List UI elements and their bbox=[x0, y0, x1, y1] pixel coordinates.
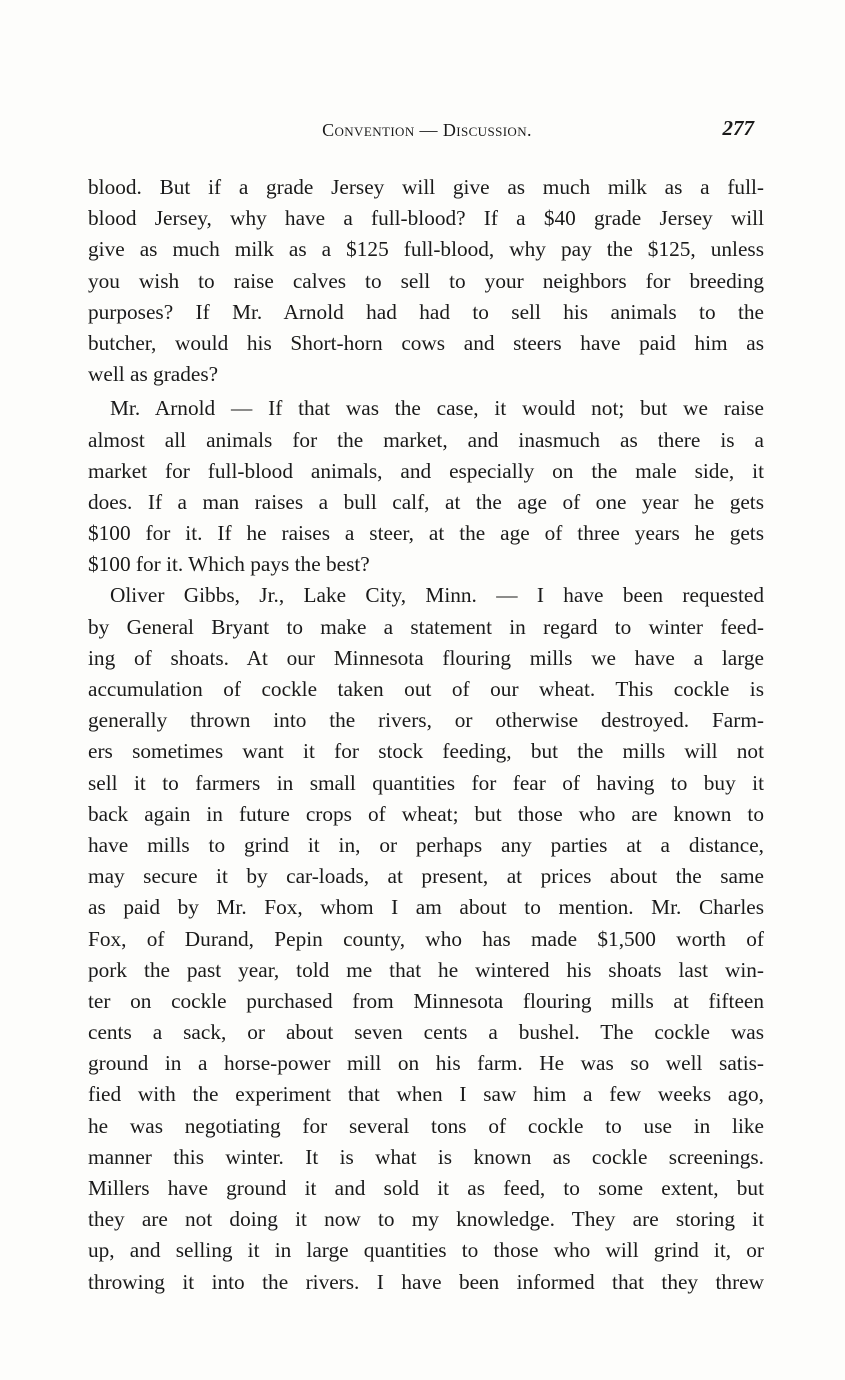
text-line: does. If a man raises a bull calf, at the age of one year he gets bbox=[88, 489, 764, 514]
text-line: blood Jersey, why have a full-blood? If a $40 grade Jersey will bbox=[88, 206, 764, 231]
text-line: give as much milk as a $125 full-blood, why pay the $125, unless bbox=[88, 237, 764, 262]
text-line: up, and selling it in large quantities to those who will grind it, or bbox=[88, 1238, 764, 1263]
text-line: they are not doing it now to my knowledge. They are storing it bbox=[88, 1207, 764, 1232]
paragraph bbox=[88, 580, 764, 1297]
body-text bbox=[88, 172, 764, 1298]
text-line: manner this winter. It is what is known as cockle screenings. bbox=[88, 1144, 764, 1169]
text-line: Fox, of Durand, Pepin county, who has made $1,500 worth of bbox=[88, 926, 764, 951]
paragraph bbox=[88, 172, 764, 390]
text-line: almost all animals for the market, and inasmuch as there is a bbox=[88, 427, 764, 452]
running-head-title: Convention — Discussion. bbox=[322, 120, 532, 140]
text-line: Mr. Arnold — If that was the case, it would not; but we raise bbox=[110, 396, 764, 421]
text-line: as paid by Mr. Fox, whom I am about to mention. Mr. Charles bbox=[88, 895, 764, 920]
text-line: ers sometimes want it for stock feeding, but the mills will not bbox=[88, 739, 764, 764]
text-line: $100 for it. Which pays the best? bbox=[88, 552, 370, 577]
text-line: market for full-blood animals, and especially on the male side, it bbox=[88, 458, 764, 483]
running-head bbox=[92, 116, 762, 146]
text-line: butcher, would his Short-horn cows and steers have paid him as bbox=[88, 330, 764, 355]
text-line: he was negotiating for several tons of cockle to use in like bbox=[88, 1113, 764, 1138]
text-line: ing of shoats. At our Minnesota flouring mills we have a large bbox=[88, 645, 764, 670]
text-line: generally thrown into the rivers, or otherwise destroyed. Farm- bbox=[88, 708, 764, 733]
text-line: blood. But if a grade Jersey will give as much milk as a full- bbox=[88, 175, 764, 199]
text-line: throwing it into the rivers. I have been informed that they threw bbox=[88, 1269, 764, 1294]
text-line: pork the past year, told me that he wintered his shoats last win- bbox=[88, 957, 764, 982]
text-line: Millers have ground it and sold it as feed, to some extent, but bbox=[88, 1176, 764, 1200]
text-line: back again in future crops of wheat; but those who are known to bbox=[88, 801, 764, 826]
text-line: have mills to grind it in, or perhaps any parties at a distance, bbox=[88, 832, 764, 857]
text-line: you wish to raise calves to sell to your neighbors for breeding bbox=[88, 268, 764, 293]
text-line: may secure it by car-loads, at present, at prices about the same bbox=[88, 864, 764, 889]
text-line: by General Bryant to make a statement in regard to winter feed- bbox=[88, 614, 764, 639]
text-line: $100 for it. If he raises a steer, at the age of three years he gets bbox=[88, 521, 764, 546]
text-line: purposes? If Mr. Arnold had had to sell his animals to the bbox=[88, 299, 764, 324]
text-line: ter on cockle purchased from Minnesota flouring mills at fifteen bbox=[88, 988, 764, 1013]
text-line: well as grades? bbox=[88, 362, 219, 387]
text-line: ground in a horse-power mill on his farm. He was so well satis- bbox=[88, 1051, 764, 1076]
text-line: fied with the experiment that when I saw him a few weeks ago, bbox=[88, 1082, 764, 1107]
text-line: cents a sack, or about seven cents a bushel. The cockle was bbox=[88, 1020, 764, 1045]
text-line: Oliver Gibbs, Jr., Lake City, Minn. — I have been requested bbox=[110, 583, 764, 608]
text-line: accumulation of cockle taken out of our wheat. This cockle is bbox=[88, 677, 764, 701]
text-line: sell it to farmers in small quantities for fear of having to buy it bbox=[88, 770, 764, 795]
paragraph bbox=[88, 393, 764, 580]
page-number: 277 bbox=[722, 116, 754, 140]
